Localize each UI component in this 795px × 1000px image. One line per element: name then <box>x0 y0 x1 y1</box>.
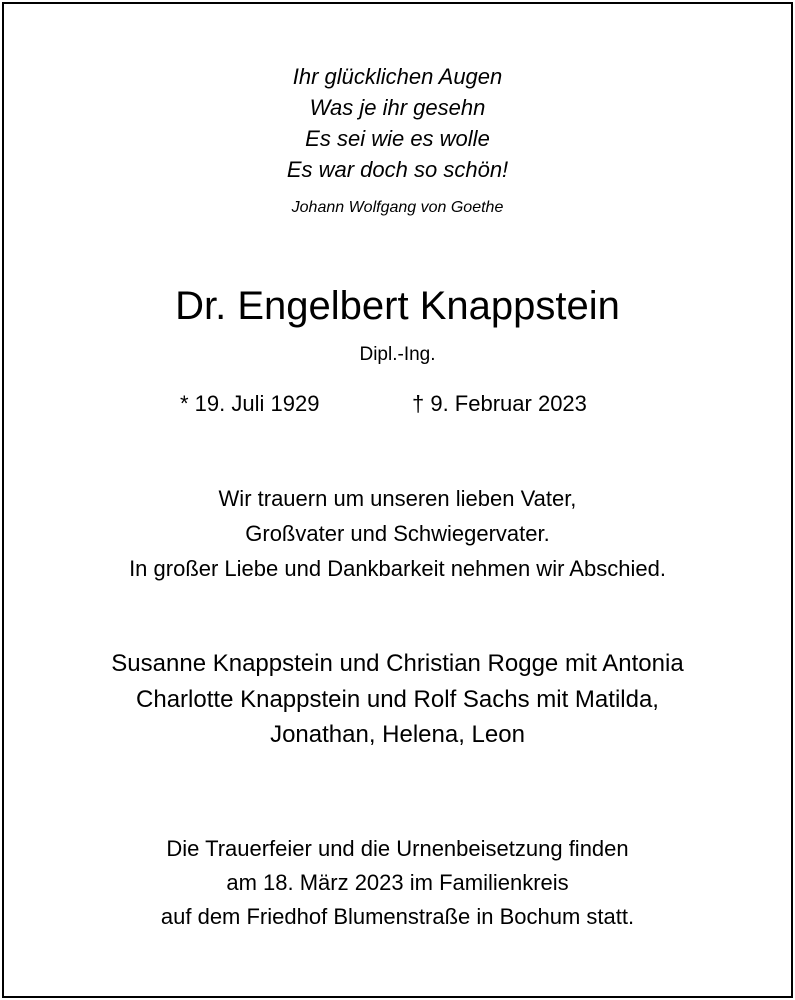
quote-line-4: Es war doch so schön! <box>286 157 509 182</box>
quote-author: Johann Wolfgang von Goethe <box>291 199 504 216</box>
deceased-name: Dr. Engelbert Knappstein <box>175 284 620 328</box>
quote-line-3: Es sei wie es wolle <box>305 126 490 151</box>
message-line-3: In großer Liebe und Dankbarkeit nehmen wir Abschied. <box>129 556 666 581</box>
funeral-line-2: am 18. März 2023 im Familienkreis <box>226 870 569 895</box>
death-date: † 9. Februar 2023 <box>412 391 587 416</box>
family-line-2: Charlotte Knappstein und Rolf Sachs mit Matilda, <box>136 686 659 713</box>
funeral-line-3: auf dem Friedhof Blumenstraße in Bochum statt. <box>160 904 635 929</box>
funeral-line-1: Die Trauerfeier und die Urnenbeisetzung finden <box>166 836 629 861</box>
deceased-title: Dipl.-Ing. <box>359 344 436 365</box>
quote-line-2: Was je ihr gesehn <box>309 95 486 120</box>
birth-date: * 19. Juli 1929 <box>180 391 320 416</box>
obituary-card <box>2 2 793 998</box>
family-line-3: Jonathan, Helena, Leon <box>270 721 525 748</box>
message-line-1: Wir trauern um unseren lieben Vater, <box>218 486 577 511</box>
family-line-1: Susanne Knappstein und Christian Rogge mit Antonia <box>111 650 684 677</box>
quote-line-1: Ihr glücklichen Augen <box>292 64 503 89</box>
message-line-2: Großvater und Schwiegervater. <box>245 521 550 546</box>
